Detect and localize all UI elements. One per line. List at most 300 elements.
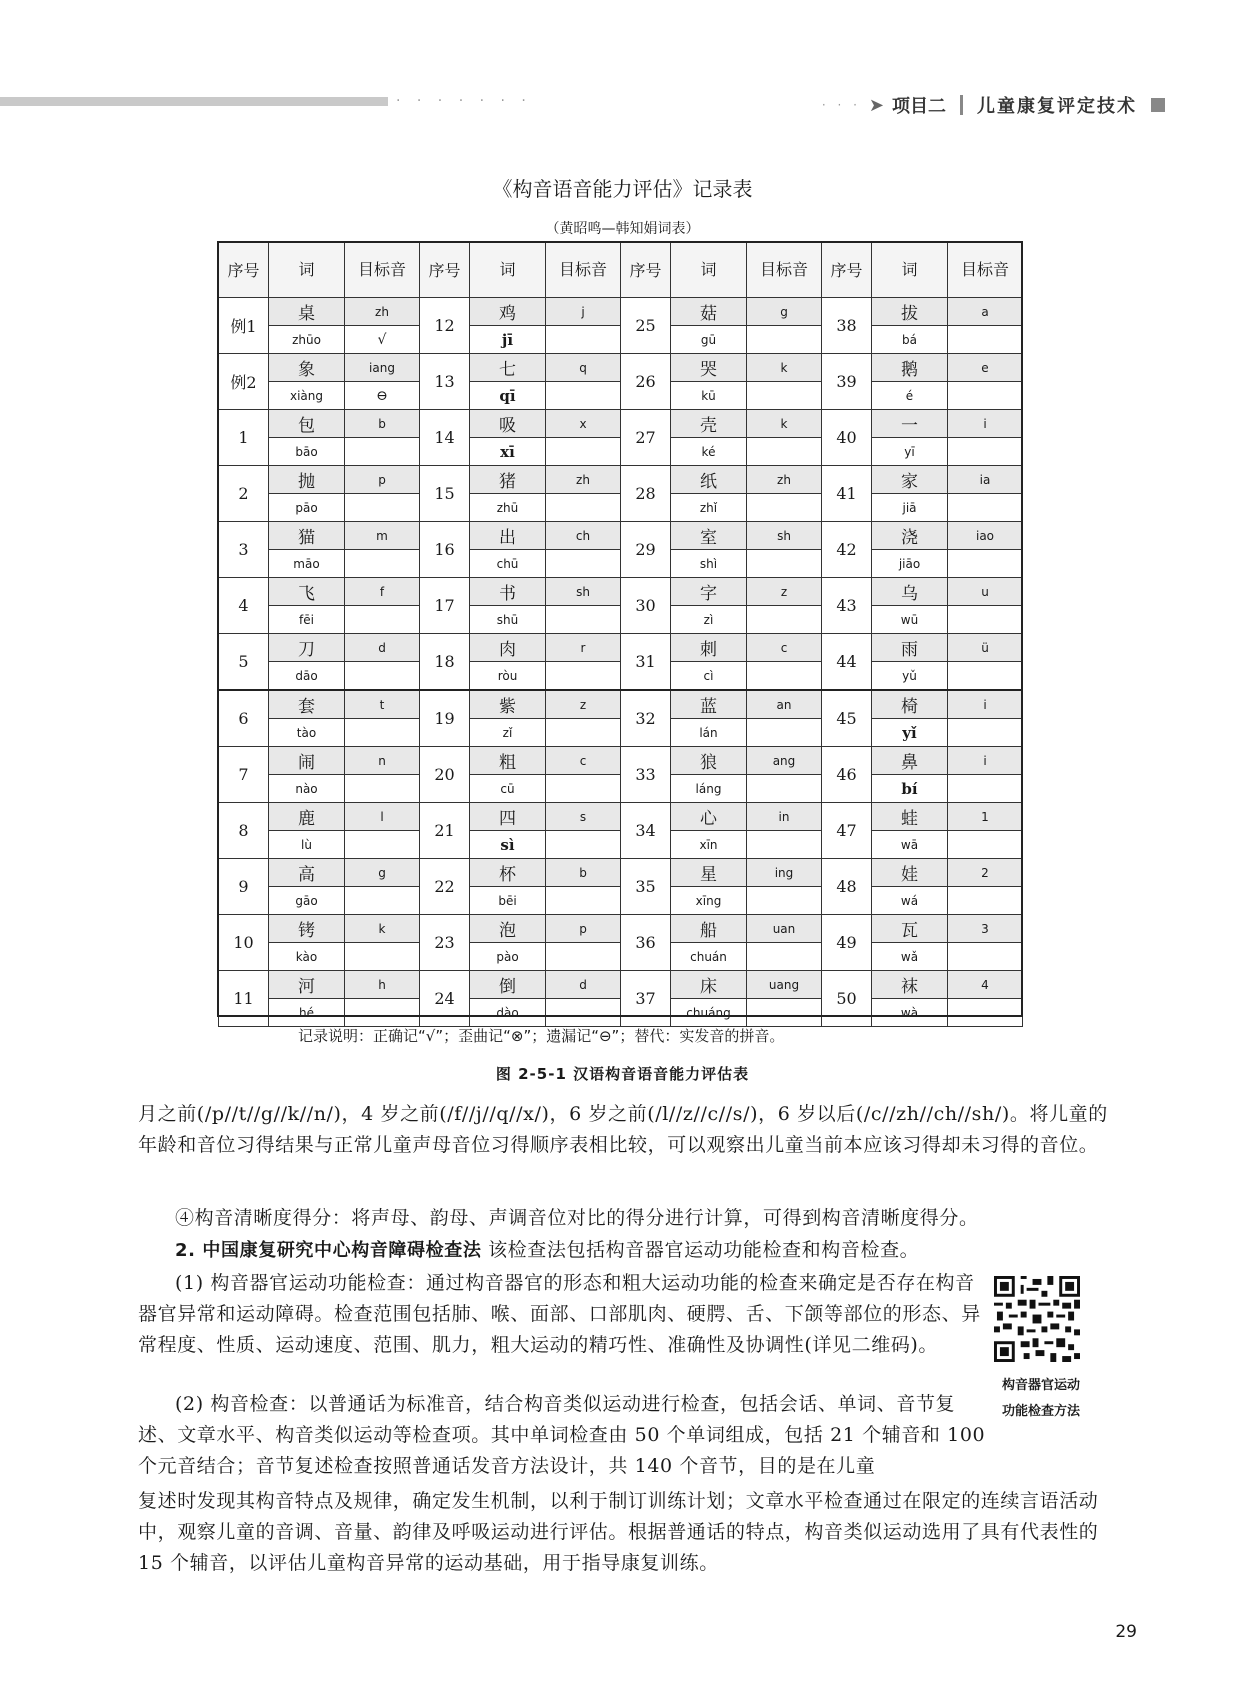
pinyin-cell: zhǐ [671, 494, 747, 522]
record-mark-cell[interactable] [546, 943, 621, 971]
record-mark-cell[interactable] [546, 999, 621, 1027]
item-number: 47 [822, 803, 872, 859]
running-header [822, 92, 1165, 118]
target-sound-cell: b [546, 859, 621, 887]
table-row [219, 410, 1023, 438]
target-sound-cell: ü [948, 634, 1023, 662]
record-mark-cell[interactable] [948, 494, 1023, 522]
pinyin-cell: jiāo [872, 550, 948, 578]
pinyin-cell: hé [269, 999, 345, 1027]
word-cell: 抛 [269, 466, 345, 494]
record-mark-cell[interactable] [747, 831, 822, 859]
target-sound-cell: uang [747, 971, 822, 999]
arrow-icon: ➤ [868, 94, 884, 116]
word-cell: 出 [470, 522, 546, 550]
word-cell: 浇 [872, 522, 948, 550]
record-mark-cell[interactable] [546, 326, 621, 354]
pinyin-cell: zǐ [470, 719, 546, 747]
record-mark-cell[interactable] [948, 719, 1023, 747]
pinyin-cell: dāo [269, 662, 345, 691]
item-number: 14 [420, 410, 470, 466]
qr-caption [986, 1373, 1096, 1425]
qr-caption-line: 功能检查方法 [1001, 1404, 1080, 1419]
record-mark-cell[interactable] [546, 719, 621, 747]
word-cell: 瓦 [872, 915, 948, 943]
word-cell: 雨 [872, 634, 948, 662]
item-number: 21 [420, 803, 470, 859]
word-cell: 七 [470, 354, 546, 382]
item-number: 4 [219, 578, 269, 634]
word-cell: 象 [269, 354, 345, 382]
item-number: 7 [219, 747, 269, 803]
word-cell: 铐 [269, 915, 345, 943]
word-cell: 船 [671, 915, 747, 943]
item-number: 27 [621, 410, 671, 466]
qr-code-icon[interactable] [994, 1276, 1080, 1362]
item-number: 39 [822, 354, 872, 410]
pinyin-cell: sì [470, 831, 546, 859]
pinyin-cell: yǐ [872, 719, 948, 747]
word-cell: 蛙 [872, 803, 948, 831]
pinyin-cell: bí [872, 775, 948, 803]
item-number: 9 [219, 859, 269, 915]
table-note: 记录说明：正确记“√”；歪曲记“⊗”；遗漏记“⊖”；替代：实发音的拼音。 [298, 1027, 785, 1045]
record-mark-cell[interactable] [747, 494, 822, 522]
paragraph: (1) 构音器官运动功能检查：通过构音器官的形态和粗大运动功能的检查来确定是否存在构音器官异常和运动障碍。检查范围包括肺、喉、面部、口部肌肉、硬腭、舌、下颌等部位的形态、异常程度、性质、运动速度、范围、肌力，粗大运动的精巧性、准确性及协调性(详见二维码)。 [138, 1272, 981, 1356]
target-sound-cell: g [345, 859, 420, 887]
pinyin-cell: pào [470, 943, 546, 971]
word-cell: 套 [269, 690, 345, 719]
word-cell: 飞 [269, 578, 345, 606]
record-mark-cell[interactable] [747, 382, 822, 410]
target-sound-cell: iang [345, 354, 420, 382]
pinyin-cell: qī [470, 382, 546, 410]
section-heading: 2. 中国康复研究中心构音障碍检查法 [175, 1240, 482, 1261]
item-number: 25 [621, 298, 671, 354]
record-mark-cell[interactable] [345, 775, 420, 803]
pinyin-cell: bēi [470, 887, 546, 915]
word-cell: 鼻 [872, 747, 948, 775]
target-sound-cell: 1 [948, 803, 1023, 831]
target-sound-cell: s [546, 803, 621, 831]
item-number: 45 [822, 690, 872, 747]
item-number: 19 [420, 690, 470, 747]
word-cell: 心 [671, 803, 747, 831]
pinyin-cell: chuáng [671, 999, 747, 1027]
item-number: 35 [621, 859, 671, 915]
word-cell: 字 [671, 578, 747, 606]
pinyin-cell: cì [671, 662, 747, 691]
header-word: 词 [470, 243, 546, 298]
word-cell: 高 [269, 859, 345, 887]
target-sound-cell: p [546, 915, 621, 943]
item-number: 30 [621, 578, 671, 634]
record-mark-cell[interactable] [747, 550, 822, 578]
record-table [218, 242, 1023, 1027]
target-sound-cell: z [546, 690, 621, 719]
header-num: 序号 [219, 243, 269, 298]
pinyin-cell: gāo [269, 887, 345, 915]
target-sound-cell: zh [345, 298, 420, 326]
pinyin-cell: nào [269, 775, 345, 803]
word-cell: 桌 [269, 298, 345, 326]
record-mark-cell[interactable] [546, 831, 621, 859]
record-mark-cell[interactable] [747, 606, 822, 634]
record-mark-cell[interactable] [345, 550, 420, 578]
item-number: 26 [621, 354, 671, 410]
item-number: 例2 [219, 354, 269, 410]
header-word: 词 [872, 243, 948, 298]
target-sound-cell: t [345, 690, 420, 719]
word-cell: 一 [872, 410, 948, 438]
item-number: 46 [822, 747, 872, 803]
item-number: 50 [822, 971, 872, 1027]
target-sound-cell: ch [546, 522, 621, 550]
record-mark-cell[interactable] [546, 550, 621, 578]
word-cell: 吸 [470, 410, 546, 438]
record-mark-cell[interactable]: √ [345, 326, 420, 354]
word-cell: 杯 [470, 859, 546, 887]
pinyin-cell: shì [671, 550, 747, 578]
record-mark-cell[interactable] [948, 550, 1023, 578]
header-chapter: 儿童康复评定技术 [977, 96, 1137, 117]
header-square-icon [1151, 98, 1165, 112]
header-num: 序号 [420, 243, 470, 298]
target-sound-cell: g [747, 298, 822, 326]
word-cell: 袜 [872, 971, 948, 999]
record-mark-cell[interactable] [747, 662, 822, 691]
word-cell: 泡 [470, 915, 546, 943]
target-sound-cell: an [747, 690, 822, 719]
target-sound-cell: zh [747, 466, 822, 494]
header-gray-bar [0, 97, 388, 106]
table-row [219, 859, 1023, 887]
pinyin-cell: chū [470, 550, 546, 578]
pinyin-cell: xīng [671, 887, 747, 915]
target-sound-cell: k [345, 915, 420, 943]
pinyin-cell: lán [671, 719, 747, 747]
header-num: 序号 [621, 243, 671, 298]
target-sound-cell: c [546, 747, 621, 775]
table-title: 《构音语音能力评估》记录表 [492, 177, 753, 201]
header-target: 目标音 [747, 243, 822, 298]
record-mark-cell[interactable] [948, 887, 1023, 915]
word-cell: 家 [872, 466, 948, 494]
pinyin-cell: cū [470, 775, 546, 803]
record-mark-cell[interactable] [747, 999, 822, 1027]
item-number: 11 [219, 971, 269, 1027]
word-cell: 肉 [470, 634, 546, 662]
record-mark-cell[interactable] [747, 775, 822, 803]
section-paragraph [175, 1235, 1115, 1266]
pinyin-cell: xiàng [269, 382, 345, 410]
pinyin-cell: yǔ [872, 662, 948, 691]
record-mark-cell[interactable] [546, 775, 621, 803]
word-cell: 鹅 [872, 354, 948, 382]
record-mark-cell[interactable] [948, 662, 1023, 691]
record-mark-cell[interactable] [747, 943, 822, 971]
item-number: 48 [822, 859, 872, 915]
item-number: 40 [822, 410, 872, 466]
word-cell: 包 [269, 410, 345, 438]
target-sound-cell: iao [948, 522, 1023, 550]
record-mark-cell[interactable] [747, 326, 822, 354]
pinyin-cell: wā [872, 831, 948, 859]
target-sound-cell: q [546, 354, 621, 382]
paragraph: ④构音清晰度得分：将声母、韵母、声调音位对比的得分进行计算，可得到构音清晰度得分。 [175, 1207, 979, 1229]
record-mark-cell[interactable] [948, 999, 1023, 1027]
pinyin-cell: lù [269, 831, 345, 859]
target-sound-cell: f [345, 578, 420, 606]
pinyin-cell: é [872, 382, 948, 410]
word-cell: 猫 [269, 522, 345, 550]
item-number: 37 [621, 971, 671, 1027]
pinyin-cell: xīn [671, 831, 747, 859]
pinyin-cell: yī [872, 438, 948, 466]
record-mark-cell[interactable] [345, 494, 420, 522]
record-mark-cell[interactable] [345, 662, 420, 691]
item-number: 36 [621, 915, 671, 971]
word-cell: 狼 [671, 747, 747, 775]
record-mark-cell[interactable] [345, 943, 420, 971]
record-mark-cell[interactable] [345, 719, 420, 747]
header-num: 序号 [822, 243, 872, 298]
item-number: 44 [822, 634, 872, 691]
table-row [219, 522, 1023, 550]
pinyin-cell: fēi [269, 606, 345, 634]
item-number: 31 [621, 634, 671, 691]
pinyin-cell: chuán [671, 943, 747, 971]
target-sound-cell: i [948, 410, 1023, 438]
item-number: 20 [420, 747, 470, 803]
word-cell: 室 [671, 522, 747, 550]
word-cell: 闹 [269, 747, 345, 775]
target-sound-cell: sh [747, 522, 822, 550]
paragraph: 月之前(/p//t//g//k//n/)，4 岁之前(/f//j//q//x/)，6 岁之前(/l//z//c//s/)，6 岁以后(/c//zh//ch//sh/)。将儿童的年龄和音位习得结果与正常儿童声母音位习得顺序表相比较，可以观察出儿童当前本应该习得却未习得的音位。 [138, 1103, 1108, 1156]
page-number: 29 [1115, 1622, 1137, 1642]
target-sound-cell: j [546, 298, 621, 326]
pinyin-cell: wà [872, 999, 948, 1027]
target-sound-cell: ing [747, 859, 822, 887]
record-mark-cell[interactable] [747, 438, 822, 466]
word-cell: 哭 [671, 354, 747, 382]
header-right-dots: · · · [821, 98, 861, 112]
record-mark-cell[interactable] [546, 438, 621, 466]
target-sound-cell: m [345, 522, 420, 550]
table-row [219, 971, 1023, 999]
item-number: 29 [621, 522, 671, 578]
item-number: 28 [621, 466, 671, 522]
table-subtitle: （黄昭鸣—韩知娟词表） [545, 221, 700, 237]
record-mark-cell[interactable] [345, 999, 420, 1027]
pinyin-cell: dào [470, 999, 546, 1027]
item-number: 33 [621, 747, 671, 803]
target-sound-cell: sh [546, 578, 621, 606]
header-target: 目标音 [345, 243, 420, 298]
pinyin-cell: jiā [872, 494, 948, 522]
item-number: 2 [219, 466, 269, 522]
record-mark-cell[interactable] [948, 438, 1023, 466]
table-row [219, 634, 1023, 662]
pinyin-cell: bá [872, 326, 948, 354]
target-sound-cell: 2 [948, 859, 1023, 887]
word-cell: 紫 [470, 690, 546, 719]
word-cell: 星 [671, 859, 747, 887]
word-cell: 粗 [470, 747, 546, 775]
item-number: 32 [621, 690, 671, 747]
target-sound-cell: c [747, 634, 822, 662]
table-row [219, 298, 1023, 326]
word-cell: 壳 [671, 410, 747, 438]
pinyin-cell: ké [671, 438, 747, 466]
pinyin-cell: zhūo [269, 326, 345, 354]
record-mark-cell[interactable] [948, 382, 1023, 410]
target-sound-cell: z [747, 578, 822, 606]
pinyin-cell: xī [470, 438, 546, 466]
item-number: 8 [219, 803, 269, 859]
pinyin-cell: zhū [470, 494, 546, 522]
record-mark-cell[interactable] [546, 606, 621, 634]
target-sound-cell: 3 [948, 915, 1023, 943]
item-number: 42 [822, 522, 872, 578]
item-number: 24 [420, 971, 470, 1027]
target-sound-cell: i [948, 747, 1023, 775]
record-mark-cell[interactable] [948, 775, 1023, 803]
target-sound-cell: k [747, 354, 822, 382]
qr-caption-line: 构音器官运动 [1001, 1378, 1080, 1393]
table-row [219, 578, 1023, 606]
word-cell: 河 [269, 971, 345, 999]
target-sound-cell: uan [747, 915, 822, 943]
pinyin-cell: wū [872, 606, 948, 634]
target-sound-cell: k [747, 410, 822, 438]
record-mark-cell[interactable] [546, 382, 621, 410]
header-target: 目标音 [948, 243, 1023, 298]
target-sound-cell: e [948, 354, 1023, 382]
item-number: 例1 [219, 298, 269, 354]
pinyin-cell: kào [269, 943, 345, 971]
record-mark-cell[interactable] [546, 662, 621, 691]
word-cell: 菇 [671, 298, 747, 326]
item-number: 13 [420, 354, 470, 410]
record-mark-cell[interactable] [948, 943, 1023, 971]
record-mark-cell[interactable] [747, 887, 822, 915]
target-sound-cell: u [948, 578, 1023, 606]
item-number: 6 [219, 690, 269, 747]
header-target: 目标音 [546, 243, 621, 298]
target-sound-cell: zh [546, 466, 621, 494]
word-cell: 鹿 [269, 803, 345, 831]
record-mark-cell[interactable] [546, 494, 621, 522]
target-sound-cell: x [546, 410, 621, 438]
record-mark-cell[interactable] [345, 831, 420, 859]
paragraph: 复述时发现其构音特点及规律，确定发生机制，以利于制订训练计划；文章水平检查通过在限定的连续言语活动中，观察儿童的音调、音量、韵律及呼吸运动进行评估。根据普通话的特点，构音类似运动选用了具有代表性的 15 个辅音，以评估儿童构音异常的运动基础，用于指导康复训练。 [138, 1490, 1099, 1574]
pinyin-cell: gū [671, 326, 747, 354]
target-sound-cell: d [345, 634, 420, 662]
word-cell: 蓝 [671, 690, 747, 719]
header-separator [960, 95, 963, 115]
record-mark-cell[interactable]: ⊖ [345, 382, 420, 410]
word-cell: 鸡 [470, 298, 546, 326]
pinyin-cell: kū [671, 382, 747, 410]
record-mark-cell[interactable] [345, 438, 420, 466]
word-cell: 椅 [872, 690, 948, 719]
item-number: 5 [219, 634, 269, 691]
item-number: 41 [822, 466, 872, 522]
table-header-row [219, 243, 1023, 298]
item-number: 18 [420, 634, 470, 691]
record-mark-cell[interactable] [948, 326, 1023, 354]
word-cell: 刀 [269, 634, 345, 662]
word-cell: 刺 [671, 634, 747, 662]
record-mark-cell[interactable] [345, 606, 420, 634]
target-sound-cell: i [948, 690, 1023, 719]
header-word: 词 [269, 243, 345, 298]
item-number: 23 [420, 915, 470, 971]
item-number: 43 [822, 578, 872, 634]
record-mark-cell[interactable] [747, 719, 822, 747]
table-row [219, 466, 1023, 494]
pinyin-cell: wǎ [872, 943, 948, 971]
target-sound-cell: p [345, 466, 420, 494]
target-sound-cell: a [948, 298, 1023, 326]
record-mark-cell[interactable] [546, 887, 621, 915]
word-cell: 纸 [671, 466, 747, 494]
item-number: 10 [219, 915, 269, 971]
table-row [219, 915, 1023, 943]
table-row [219, 747, 1023, 775]
header-dots: · · · · · · · [396, 93, 532, 109]
section-text: 该检查法包括构音器官运动功能检查和构音检查。 [488, 1239, 920, 1261]
target-sound-cell: h [345, 971, 420, 999]
record-table-wrap [218, 242, 1022, 1020]
item-number: 49 [822, 915, 872, 971]
word-cell: 猪 [470, 466, 546, 494]
item-number: 1 [219, 410, 269, 466]
record-mark-cell[interactable] [345, 887, 420, 915]
word-cell: 娃 [872, 859, 948, 887]
pinyin-cell: māo [269, 550, 345, 578]
header-project: 项目二 [892, 96, 946, 117]
table-row [219, 354, 1023, 382]
record-mark-cell[interactable] [948, 606, 1023, 634]
table-row [219, 803, 1023, 831]
item-number: 38 [822, 298, 872, 354]
word-cell: 床 [671, 971, 747, 999]
pinyin-cell: bāo [269, 438, 345, 466]
target-sound-cell: l [345, 803, 420, 831]
figure-caption: 图 2-5-1 汉语构音语音能力评估表 [495, 1065, 750, 1083]
header-word: 词 [671, 243, 747, 298]
item-number: 22 [420, 859, 470, 915]
target-sound-cell: n [345, 747, 420, 775]
target-sound-cell: ia [948, 466, 1023, 494]
word-cell: 乌 [872, 578, 948, 606]
target-sound-cell: d [546, 971, 621, 999]
word-cell: 倒 [470, 971, 546, 999]
pinyin-cell: ròu [470, 662, 546, 691]
item-number: 3 [219, 522, 269, 578]
pinyin-cell: zì [671, 606, 747, 634]
target-sound-cell: in [747, 803, 822, 831]
pinyin-cell: jī [470, 326, 546, 354]
record-mark-cell[interactable] [948, 831, 1023, 859]
item-number: 17 [420, 578, 470, 634]
pinyin-cell: wá [872, 887, 948, 915]
paragraph: (2) 构音检查：以普通话为标准音，结合构音类似运动进行检查，包括会话、单词、音节复述、文章水平、构音类似运动等检查项。其中单词检查由 50 个单词组成，包括 21 个辅音和 100 个元音结合；音节复述检查按照普通话发音方法设计，共 140 个音节，目的是在儿童 [138, 1393, 986, 1477]
word-cell: 书 [470, 578, 546, 606]
target-sound-cell: r [546, 634, 621, 662]
